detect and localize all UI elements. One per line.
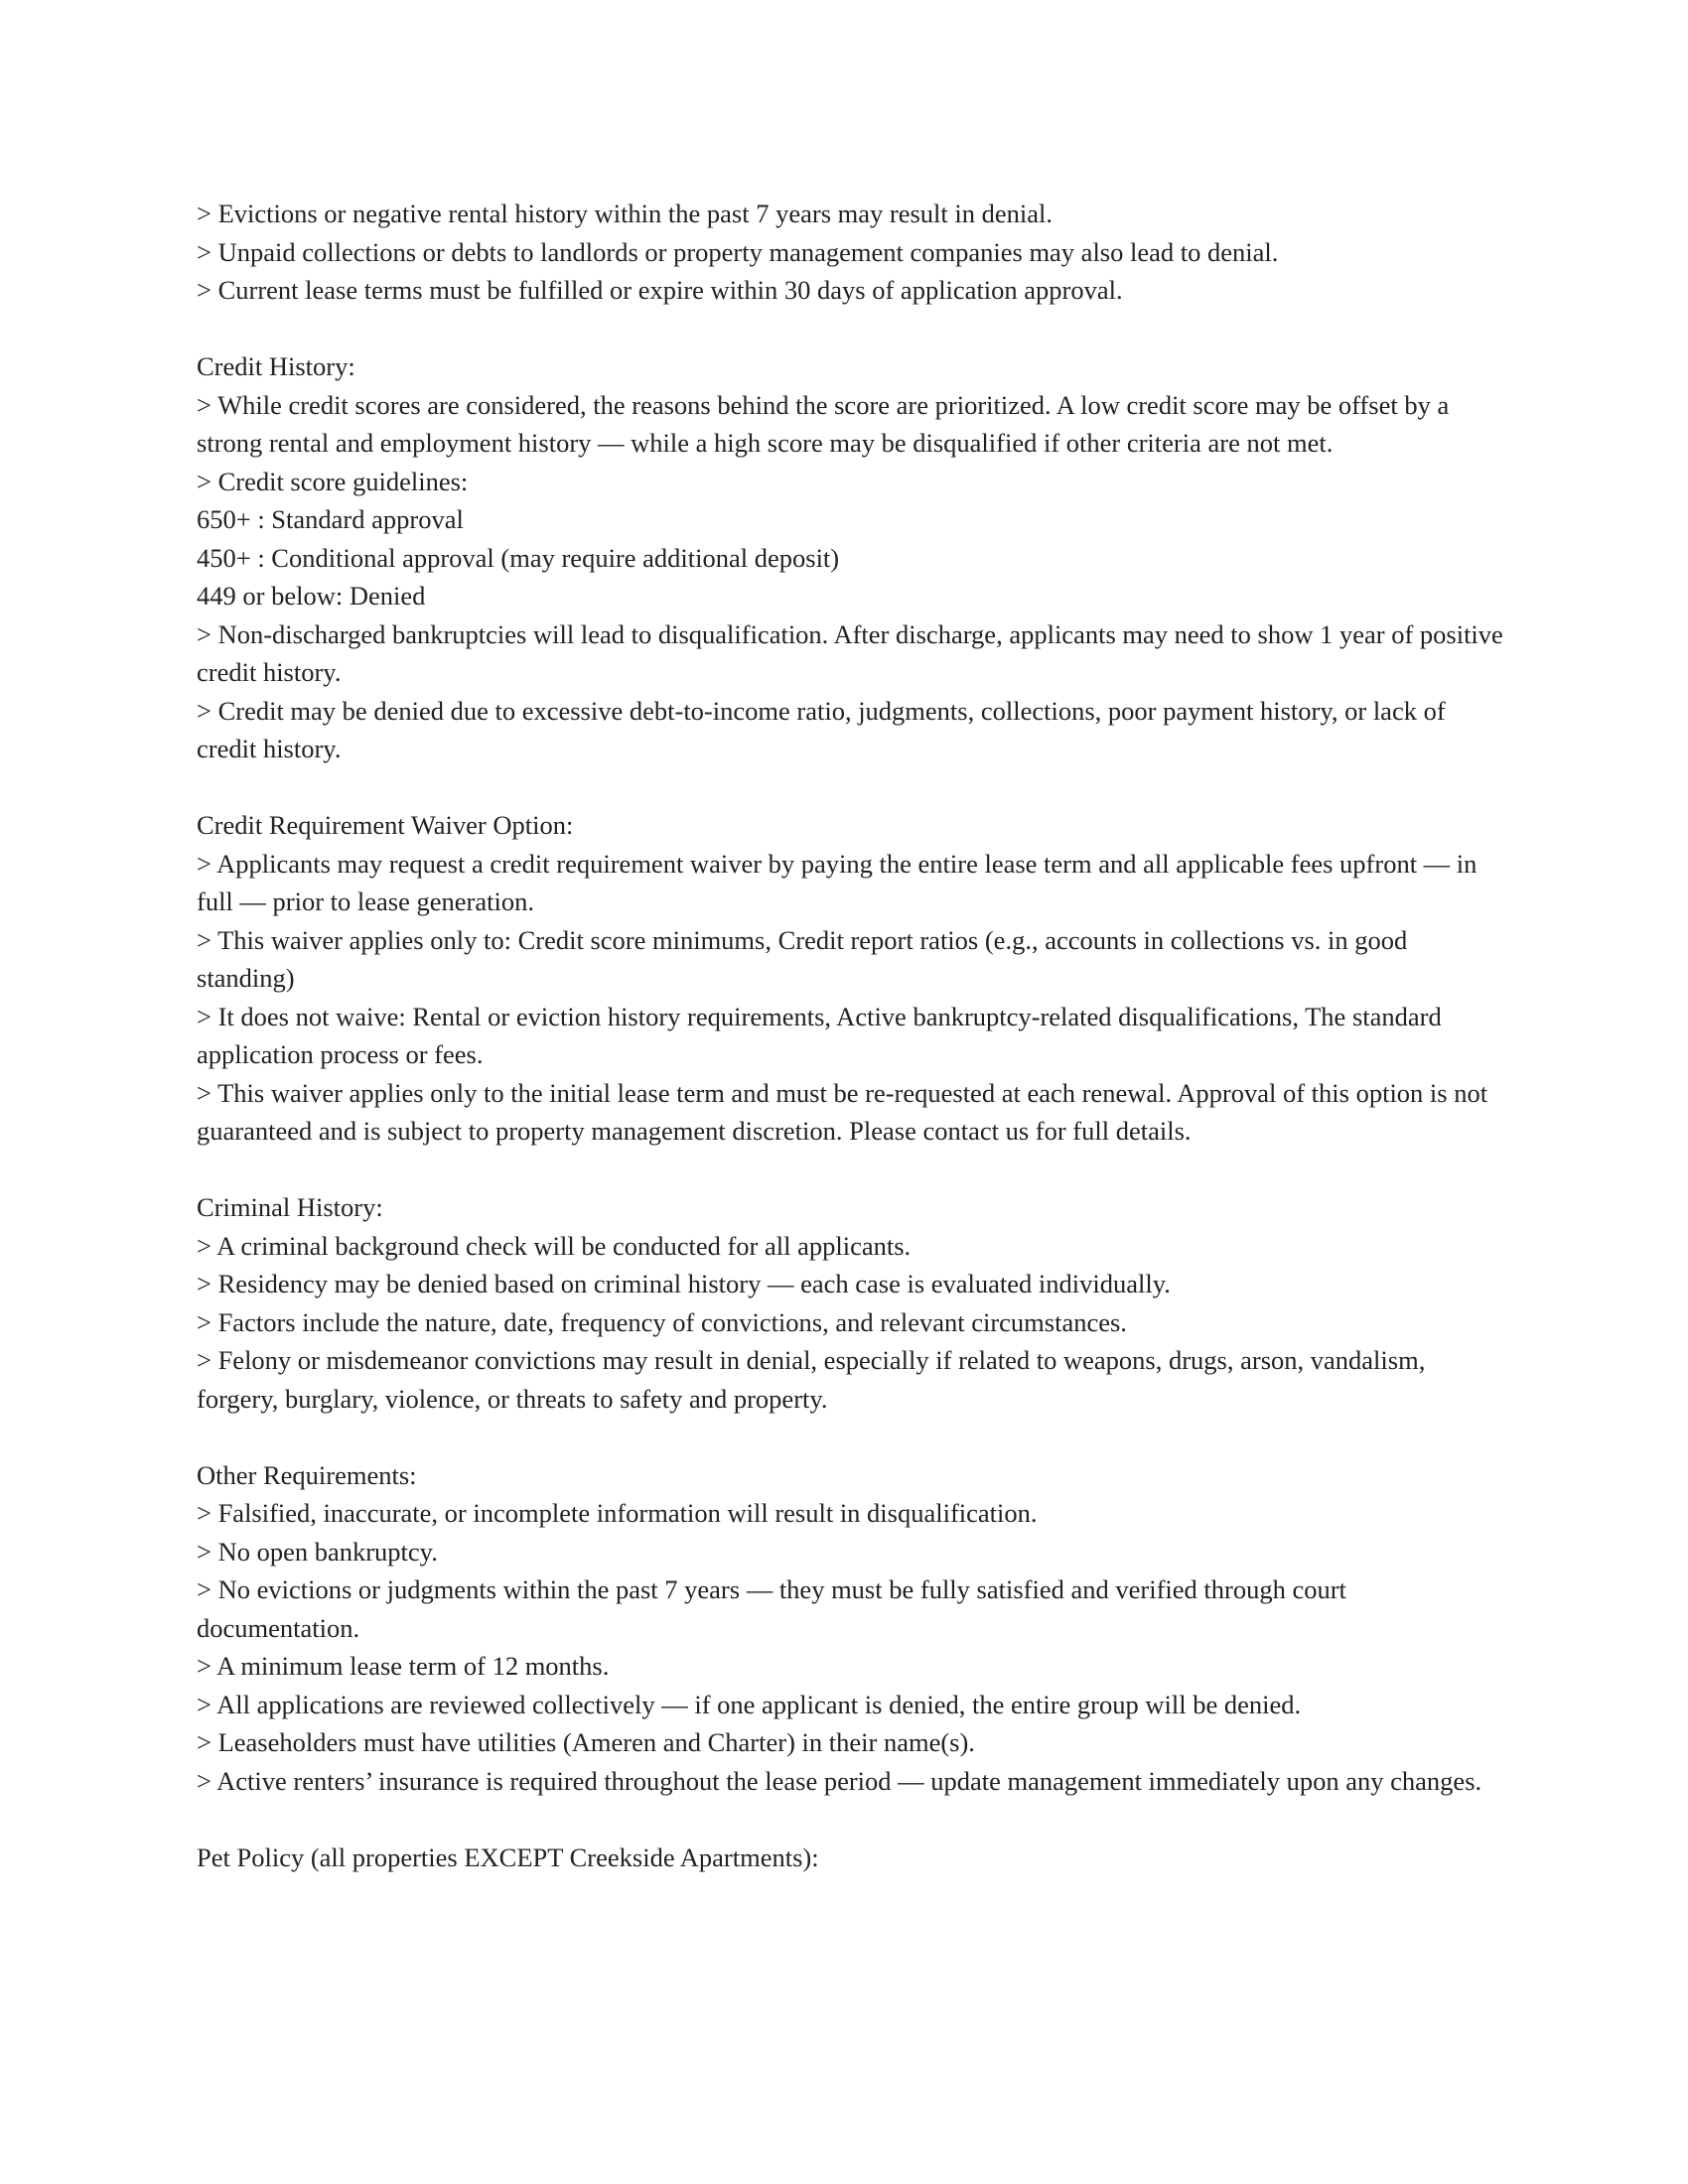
section-heading: Credit Requirement Waiver Option: bbox=[197, 810, 574, 840]
requirement-line: > Falsified, inaccurate, or incomplete information will result in disqualification. bbox=[197, 1498, 1038, 1528]
criminal-history-line: > A criminal background check will be conducted for all applicants. bbox=[197, 1230, 912, 1261]
section-heading: Other Requirements: bbox=[197, 1459, 417, 1490]
other-requirements-section bbox=[197, 1456, 1507, 1801]
document-page bbox=[197, 195, 1507, 1876]
requirement-line: > No evictions or judgments within the past 7 years — they must be fully satisfied and verified through court documentation. bbox=[197, 1574, 1346, 1643]
waiver-line: > Applicants may request a credit requirement waiver by paying the entire lease term and all applicable fees upfront — in full — prior to lease generation. bbox=[197, 848, 1477, 916]
waiver-line: > This waiver applies only to: Credit score minimums, Credit report ratios (e.g., accounts in collections vs. in good standing) bbox=[197, 924, 1408, 993]
waiver-section bbox=[197, 806, 1507, 1151]
credit-score-conditional: 450+ : Conditional approval (may require additional deposit) bbox=[197, 542, 840, 573]
criminal-history-line: > Residency may be denied based on criminal history — each case is evaluated individually. bbox=[197, 1269, 1171, 1298]
requirement-line: > Active renters’ insurance is required throughout the lease period — update management immediately upon any changes. bbox=[197, 1765, 1482, 1796]
requirement-line: > All applications are reviewed collectively — if one applicant is denied, the entire group will be denied. bbox=[197, 1689, 1302, 1719]
credit-history-line: > Credit may be denied due to excessive debt-to-income ratio, judgments, collections, poor payment history, or lack of credit history. bbox=[197, 695, 1446, 763]
criminal-history-line: > Felony or misdemeanor convictions may result in denial, especially if related to weapons, drugs, arson, vandalism, forgery, burglary, violence, or threats to safety and property. bbox=[197, 1345, 1426, 1414]
credit-history-line: > Non-discharged bankruptcies will lead to disqualification. After discharge, applicants may need to show 1 year of positive credit history. bbox=[197, 618, 1503, 687]
section-heading: Credit History: bbox=[197, 351, 355, 381]
spacer bbox=[197, 1151, 1507, 1189]
requirement-line: > A minimum lease term of 12 months. bbox=[197, 1651, 610, 1681]
section-heading: Criminal History: bbox=[197, 1192, 383, 1222]
spacer bbox=[197, 1800, 1507, 1839]
spacer bbox=[197, 1418, 1507, 1456]
requirement-line: > No open bankruptcy. bbox=[197, 1536, 438, 1567]
requirement-line: > Leaseholders must have utilities (Ameren and Charter) in their name(s). bbox=[197, 1727, 975, 1757]
credit-history-line: > While credit scores are considered, the reasons behind the score are prioritized. A low credit score may be offset by a strong rental and employment history — while a high score may be disqualified if other criteria are not met. bbox=[197, 389, 1450, 458]
spacer bbox=[197, 768, 1507, 807]
waiver-line: > It does not waive: Rental or eviction history requirements, Active bankruptcy-related disqualifications, The standard application process or fees. bbox=[197, 1001, 1442, 1069]
credit-history-line: > Credit score guidelines: bbox=[197, 466, 469, 496]
spacer bbox=[197, 310, 1507, 348]
credit-score-standard: 650+ : Standard approval bbox=[197, 504, 464, 534]
section-heading: Pet Policy (all properties EXCEPT Creekside Apartments): bbox=[197, 1842, 819, 1872]
criminal-history-section bbox=[197, 1188, 1507, 1418]
waiver-line: > This waiver applies only to the initial lease term and must be re-requested at each renewal. Approval of this option is not guaranteed and is subject to property management discretion. Please contact us for full details. bbox=[197, 1077, 1488, 1146]
intro-line: > Current lease terms must be fulfilled or expire within 30 days of application approval. bbox=[197, 275, 1123, 305]
intro-line: > Evictions or negative rental history within the past 7 years may result in denial. bbox=[197, 199, 1054, 228]
intro-line: > Unpaid collections or debts to landlords or property management companies may also lead to denial. bbox=[197, 236, 1279, 267]
credit-score-denied: 449 or below: Denied bbox=[197, 581, 426, 611]
pet-policy-section bbox=[197, 1839, 1507, 1877]
credit-history-section bbox=[197, 347, 1507, 768]
intro-section bbox=[197, 195, 1507, 310]
criminal-history-line: > Factors include the nature, date, frequency of convictions, and relevant circumstances. bbox=[197, 1306, 1127, 1337]
